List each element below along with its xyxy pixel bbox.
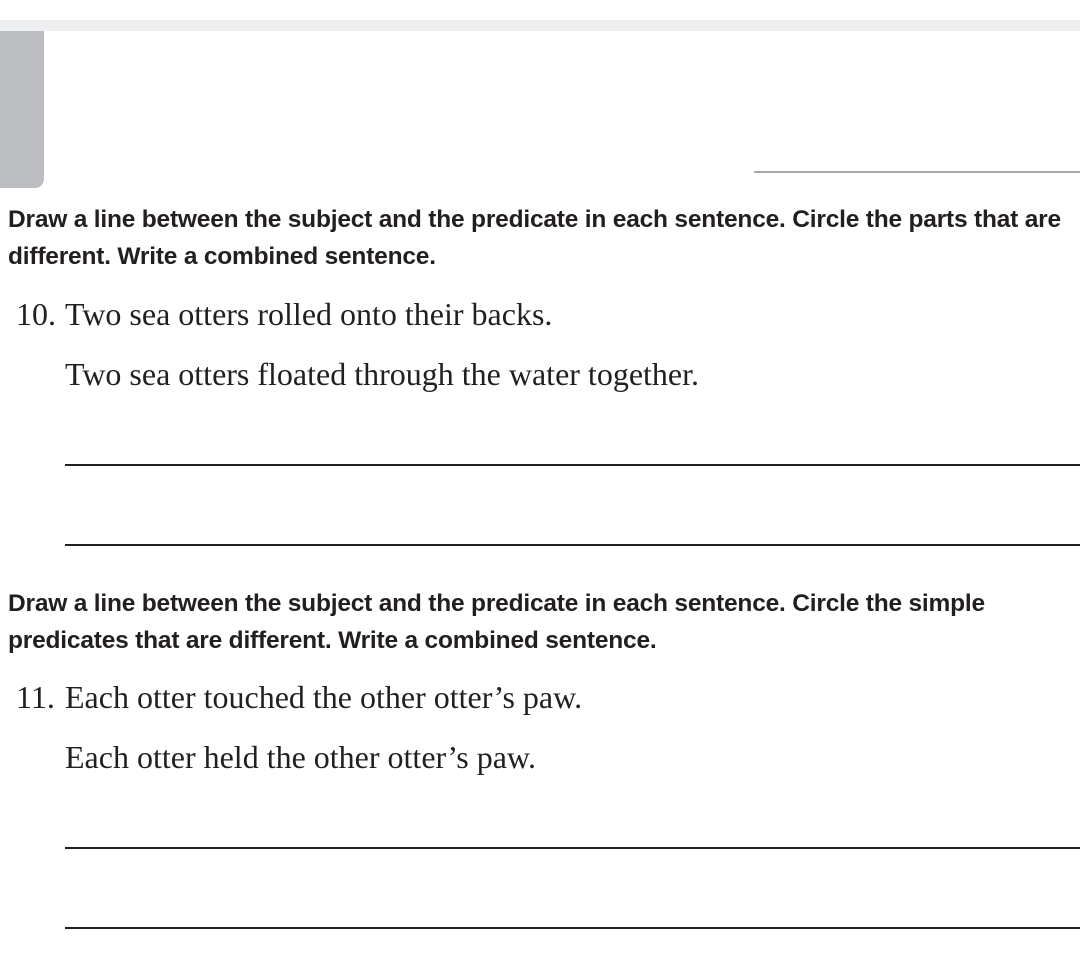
instruction-text-2: Draw a line between the subject and the predicate in each sentence. Circle the simple predicates that are different. Write a combined sentence. <box>8 590 985 654</box>
item-10-sentence-a: Two sea otters rolled onto their backs. <box>65 296 553 332</box>
item-number-11: 11. <box>16 679 55 715</box>
item-number-10: 10. <box>16 296 56 332</box>
item-10-answer-line-2[interactable] <box>65 544 1080 546</box>
item-10-answer-line-1[interactable] <box>65 464 1080 466</box>
item-11-answer-line-2[interactable] <box>65 927 1080 929</box>
side-tab <box>0 31 44 188</box>
item-11-sentence-b: Each otter held the other otter’s paw. <box>65 739 536 775</box>
top-divider <box>0 20 1080 31</box>
top-margin <box>0 0 1080 20</box>
item-10-sentence-b: Two sea otters floated through the water together. <box>65 356 699 392</box>
header-name-line <box>754 171 1080 173</box>
instruction-text-1: Draw a line between the subject and the predicate in each sentence. Circle the parts that are different. Write a combined sentence. <box>8 206 1061 270</box>
item-11-sentence-a: Each otter touched the other otter’s paw. <box>65 679 583 715</box>
item-11-answer-line-1[interactable] <box>65 847 1080 849</box>
